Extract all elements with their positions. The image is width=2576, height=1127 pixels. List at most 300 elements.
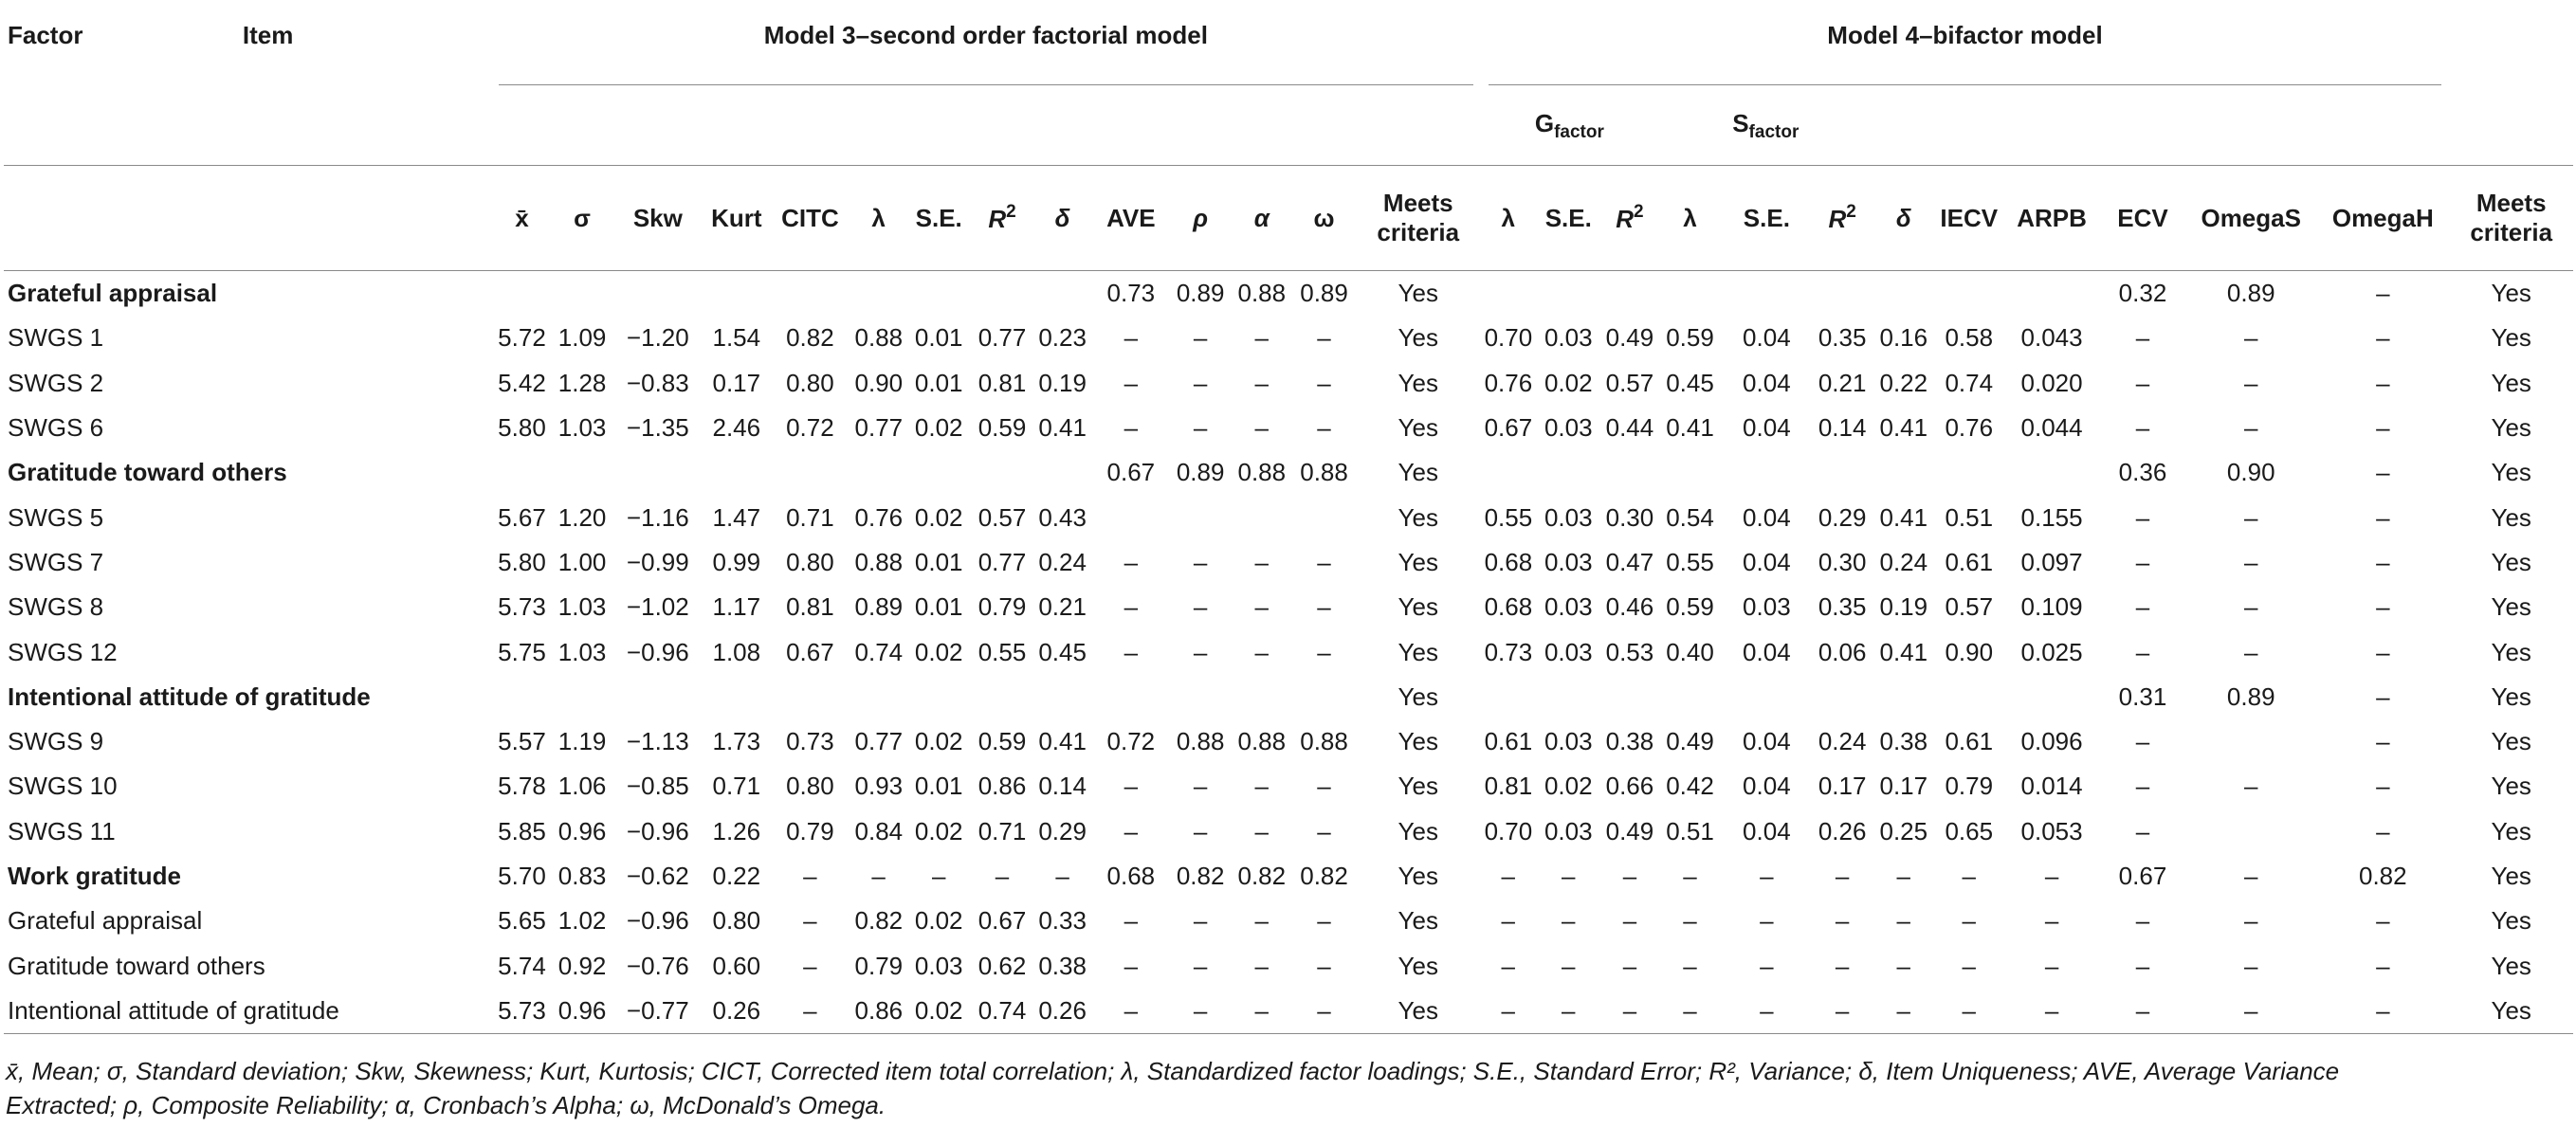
table-cell: 0.35	[1818, 592, 1867, 622]
table-cell: –	[1193, 413, 1208, 443]
col-omega: ω	[1313, 203, 1335, 232]
table-row	[4, 899, 2573, 943]
factor-row	[4, 450, 2573, 495]
header-row-columns	[4, 166, 2573, 271]
table-cell: 0.02	[1544, 772, 1593, 801]
table-cell: Yes	[2491, 816, 2531, 845]
table-cell: –	[1193, 816, 1208, 845]
table-cell: 0.76	[1484, 368, 1533, 397]
table-cell: 0.41	[1666, 413, 1714, 443]
table-cell: 0.30	[1818, 547, 1867, 576]
table-cell: 1.47	[712, 502, 761, 532]
table-cell: 0.25	[1879, 816, 1928, 845]
table-cell: 0.51	[1945, 502, 1994, 532]
table-cell: –	[2135, 413, 2150, 443]
table-cell: –	[1873, 989, 1934, 1034]
table-cell: –	[2135, 727, 2150, 756]
table-cell: 0.55	[1666, 547, 1714, 576]
table-cell	[553, 450, 612, 495]
table-cell: 0.42	[1666, 772, 1714, 801]
table-cell: 0.72	[786, 413, 834, 443]
table-cell: 0.21	[1038, 592, 1087, 622]
table-cell	[2185, 719, 2316, 764]
gfactor-sub: factor	[1554, 122, 1604, 142]
item-label: SWGS 8	[8, 592, 104, 622]
table-cell: –	[1896, 951, 1911, 980]
table-cell: –	[1317, 323, 1331, 353]
table-cell: 0.88	[854, 547, 904, 576]
col-s-lambda: λ	[1683, 203, 1697, 232]
table-cell: –	[1193, 547, 1208, 576]
table-cell: –	[1193, 951, 1208, 980]
col-mean: x̄	[515, 203, 529, 232]
table-cell: −0.77	[612, 989, 703, 1034]
table-cell: 5.85	[498, 816, 546, 845]
table-cell: 0.73	[1484, 637, 1533, 666]
sfactor-sub: factor	[1748, 122, 1800, 142]
footnote-line-2: Extracted; ρ, Composite Reliability; α, Cronbach’s Alpha; ω, McDonald’s Omega.	[6, 1091, 886, 1119]
table-cell: 1.19	[557, 727, 607, 756]
table-cell: –	[1124, 816, 1139, 845]
table-cell: 1.54	[712, 323, 761, 353]
table-cell: 0.82	[1300, 862, 1348, 890]
table-cell: 0.24	[1038, 547, 1087, 576]
table-cell: 0.79	[1945, 772, 1994, 801]
table-cell: 0.71	[712, 772, 761, 801]
item-label: SWGS 7	[8, 547, 104, 576]
sfactor-main: S	[1732, 109, 1749, 137]
table-cell: –	[1317, 772, 1331, 801]
table-cell: 0.77	[854, 413, 904, 443]
table-cell: 0.06	[1818, 637, 1867, 666]
table-row	[4, 316, 2573, 360]
factor-label: Intentional attitude of gratitude	[8, 682, 371, 711]
meets-m4-line1: Meets	[2476, 189, 2547, 217]
table-cell: –	[1562, 862, 1576, 890]
table-cell: 0.17	[1879, 772, 1928, 801]
table-cell	[2003, 271, 2099, 317]
table-cell	[1658, 675, 1722, 719]
table-cell: –	[803, 862, 817, 890]
table-cell: 0.26	[1818, 816, 1867, 845]
table-cell: 0.57	[1945, 592, 1994, 622]
table-cell: 0.66	[1605, 772, 1654, 801]
table-cell	[906, 271, 972, 317]
table-cell: 0.03	[1544, 592, 1593, 622]
meets-m3-line1: Meets	[1382, 189, 1453, 217]
table-cell: 0.043	[2020, 323, 2083, 353]
table-cell: 0.40	[1666, 637, 1714, 666]
table-cell: 0.04	[1743, 727, 1791, 756]
table-cell: 0.81	[977, 368, 1027, 397]
table-cell: –	[1622, 906, 1637, 936]
table-cell: 0.01	[914, 772, 963, 801]
table-cell: –	[931, 862, 946, 890]
table-cell: 0.17	[712, 368, 761, 397]
table-cell: –	[1835, 951, 1850, 980]
table-cell: 0.04	[1743, 323, 1791, 353]
table-cell: 0.88	[1237, 279, 1287, 308]
table-cell: 0.29	[1818, 502, 1867, 532]
table-cell	[491, 675, 553, 719]
table-cell: 0.70	[1484, 816, 1533, 845]
table-cell: Yes	[2491, 862, 2531, 890]
table-cell: 0.89	[2226, 682, 2275, 711]
table-cell: 0.73	[786, 727, 834, 756]
table-cell: 0.72	[1106, 727, 1156, 756]
table-cell: 5.74	[498, 951, 546, 980]
table-cell: –	[1812, 989, 1873, 1034]
table-cell	[2185, 809, 2316, 854]
table-cell	[1481, 450, 1536, 495]
table-cell: 0.71	[977, 816, 1027, 845]
table-cell: 0.86	[977, 772, 1027, 801]
meets-m4-line2: criteria	[2470, 218, 2553, 246]
table-cell: −1.16	[626, 502, 689, 532]
footnote-line-1: x̄, Mean; σ, Standard deviation; Skw, Skewness; Kurt, Kurtosis; CICT, Corrected item total correlation; λ, Standardized factor loadings; S.E., Standard Error; R², Variance; δ, Item Uniqueness; AVE, Average Variance	[6, 1057, 2340, 1085]
table-cell: 0.41	[1038, 413, 1087, 443]
table-cell	[1812, 271, 1873, 317]
table-cell: 1.17	[712, 592, 761, 622]
table-cell	[1536, 675, 1601, 719]
table-cell: –	[1317, 637, 1331, 666]
table-cell: –	[1193, 637, 1208, 666]
table-cell: 0.51	[1666, 816, 1714, 845]
table-cell: 5.67	[498, 502, 546, 532]
table-cell: 0.88	[1237, 727, 1287, 756]
table-cell	[851, 450, 906, 495]
table-cell	[491, 271, 553, 317]
table-cell: –	[2100, 989, 2186, 1034]
table-cell	[1231, 495, 1292, 539]
table-cell: 0.43	[1038, 502, 1087, 532]
table-cell: –	[1501, 862, 1515, 890]
factor-row	[4, 675, 2573, 719]
table-cell: 0.30	[1605, 502, 1654, 532]
table-cell: −0.85	[626, 772, 689, 801]
table-cell	[1601, 271, 1658, 317]
table-cell: –	[1722, 989, 1812, 1034]
table-cell: −0.96	[626, 906, 689, 936]
col-citc: CITC	[781, 203, 839, 232]
table-cell: –	[2044, 862, 2059, 890]
table-cell	[703, 271, 769, 317]
table-cell: Yes	[1398, 772, 1438, 801]
table-cell: –	[1193, 368, 1208, 397]
table-cell: –	[803, 906, 817, 936]
table-cell: Yes	[2491, 772, 2531, 801]
table-cell: –	[1934, 989, 2003, 1034]
table-cell: 0.84	[854, 816, 904, 845]
table-cell: –	[2135, 592, 2150, 622]
table-cell: 0.79	[786, 816, 834, 845]
table-cell: 0.49	[1605, 323, 1654, 353]
table-row	[4, 585, 2573, 629]
table-cell: 0.61	[1484, 727, 1533, 756]
table-cell: 0.80	[786, 772, 834, 801]
col-arpb: ARPB	[2017, 203, 2087, 232]
table-cell	[972, 271, 1033, 317]
table-cell: 0.86	[851, 989, 906, 1034]
table-row	[4, 989, 2573, 1034]
table-cell: −1.13	[626, 727, 689, 756]
table-cell: 0.88	[1300, 458, 1348, 487]
table-cell: 0.26	[1032, 989, 1092, 1034]
table-cell	[1812, 675, 1873, 719]
table-cell: –	[1481, 989, 1536, 1034]
col-s-r2-base: R	[1828, 205, 1847, 233]
table-cell: 0.49	[1605, 816, 1654, 845]
table-row	[4, 540, 2573, 585]
table-cell: –	[1254, 637, 1270, 666]
table-cell: 0.23	[1038, 323, 1087, 353]
table-cell: Yes	[2491, 279, 2531, 308]
col-ecv: ECV	[2117, 203, 2168, 232]
item-label: SWGS 10	[8, 772, 118, 801]
table-cell: –	[1317, 592, 1331, 622]
table-cell: Yes	[1398, 323, 1438, 353]
table-cell: –	[1193, 323, 1208, 353]
table-cell: 0.21	[1818, 368, 1867, 397]
table-cell: –	[2243, 592, 2258, 622]
table-cell: −1.35	[626, 413, 689, 443]
table-cell: 0.02	[1544, 368, 1593, 397]
table-cell: 0.45	[1038, 637, 1087, 666]
table-cell: 0.044	[2020, 413, 2083, 443]
table-cell	[1812, 450, 1873, 495]
table-cell: 0.41	[1879, 502, 1928, 532]
table-cell: –	[1683, 906, 1697, 936]
table-cell: 0.67	[786, 637, 834, 666]
table-cell: Yes	[1398, 816, 1438, 845]
table-cell: 0.67	[1484, 413, 1533, 443]
table-cell: 0.45	[1666, 368, 1714, 397]
col-lambda: λ	[871, 203, 886, 232]
table-cell: –	[2376, 413, 2390, 443]
item-label: SWGS 11	[8, 816, 116, 845]
table-cell: 0.61	[1945, 727, 1994, 756]
table-cell: 1.28	[557, 368, 607, 397]
table-cell: –	[1317, 368, 1331, 397]
table-cell: –	[1124, 547, 1139, 576]
table-cell	[1934, 450, 2003, 495]
table-cell	[1536, 450, 1601, 495]
table-cell: 0.109	[2020, 592, 2083, 622]
table-cell	[612, 271, 703, 317]
table-cell: –	[1683, 862, 1697, 890]
table-cell: 5.75	[498, 637, 546, 666]
table-cell: –	[1055, 862, 1069, 890]
table-cell: 0.02	[914, 502, 963, 532]
table-cell: –	[1254, 816, 1270, 845]
table-cell: –	[1193, 592, 1208, 622]
table-cell: 0.03	[1743, 592, 1791, 622]
table-cell: 0.35	[1818, 323, 1867, 353]
table-cell	[1934, 675, 2003, 719]
table-cell: 0.89	[1176, 458, 1225, 487]
table-cell: −1.02	[626, 592, 689, 622]
table-cell: –	[871, 862, 886, 890]
table-cell: −0.96	[626, 816, 689, 845]
table-cell: Yes	[2491, 458, 2531, 487]
table-cell	[1170, 495, 1232, 539]
table-cell: 0.57	[977, 502, 1027, 532]
table-cell: 0.03	[1544, 637, 1593, 666]
table-cell: 0.02	[914, 816, 963, 845]
table-cell: 0.04	[1743, 772, 1791, 801]
table-cell: 1.03	[557, 413, 607, 443]
table-cell: –	[2243, 502, 2258, 532]
table-cell: –	[2185, 989, 2316, 1034]
sfactor-header	[1658, 87, 1873, 166]
table-cell: −0.96	[626, 637, 689, 666]
table-cell: –	[2376, 727, 2390, 756]
table-cell: 0.46	[1605, 592, 1654, 622]
col-meets-m3	[1356, 166, 1481, 271]
table-cell: –	[1124, 592, 1139, 622]
table-cell: 5.42	[498, 368, 546, 397]
table-cell: 0.62	[977, 951, 1027, 980]
table-cell: 0.59	[977, 413, 1027, 443]
table-cell: 0.89	[2226, 279, 2275, 308]
table-cell	[1873, 271, 1934, 317]
table-cell	[553, 675, 612, 719]
table-cell	[1032, 271, 1092, 317]
table-cell: 0.31	[2118, 682, 2167, 711]
table-cell: 0.38	[1038, 951, 1087, 980]
table-cell: Yes	[2491, 727, 2531, 756]
table-cell: –	[2376, 458, 2390, 487]
table-cell: 0.03	[1544, 502, 1593, 532]
table-cell	[2003, 675, 2099, 719]
table-cell: 0.014	[2020, 772, 2083, 801]
table-cell: –	[2316, 989, 2449, 1034]
factor-row	[4, 271, 2573, 317]
table-cell: Yes	[2491, 951, 2531, 980]
table-cell: 0.55	[1484, 502, 1533, 532]
table-cell: 0.90	[854, 368, 904, 397]
item-label: SWGS 12	[8, 637, 118, 666]
table-cell: 0.44	[1605, 413, 1654, 443]
table-cell: 0.17	[1818, 772, 1867, 801]
table-cell: –	[2243, 906, 2258, 936]
table-cell	[1170, 675, 1232, 719]
table-cell: –	[2376, 682, 2390, 711]
table-cell: –	[1254, 906, 1270, 936]
table-row	[4, 406, 2573, 450]
table-cell	[1601, 675, 1658, 719]
table-cell: 0.155	[2020, 502, 2083, 532]
table-cell: –	[2376, 772, 2390, 801]
table-cell: −0.83	[626, 368, 689, 397]
table-cell: 1.73	[712, 727, 761, 756]
table-cell: –	[2135, 772, 2150, 801]
item-header: Item	[242, 21, 294, 49]
item-label: SWGS 1	[8, 323, 104, 353]
table-cell: 0.88	[1300, 727, 1348, 756]
table-cell: –	[1317, 951, 1331, 980]
table-cell: –	[1962, 862, 1976, 890]
table-cell: Yes	[1398, 727, 1438, 756]
table-cell: –	[2243, 772, 2258, 801]
table-cell: −0.99	[626, 547, 689, 576]
table-cell: 0.59	[1666, 592, 1714, 622]
table-cell: Yes	[1398, 502, 1438, 532]
table-cell: –	[1231, 989, 1292, 1034]
factor-row	[4, 854, 2573, 899]
table-cell: 0.59	[1666, 323, 1714, 353]
table-cell: 0.79	[977, 592, 1027, 622]
table-cell: 0.04	[1743, 413, 1791, 443]
table-cell: 0.90	[1945, 637, 1994, 666]
table-cell: –	[2135, 323, 2150, 353]
table-cell	[769, 450, 850, 495]
table-cell: –	[1254, 547, 1270, 576]
table-cell: 0.76	[854, 502, 904, 532]
table-cell: –	[1254, 413, 1270, 443]
col-m4-delta: δ	[1895, 203, 1911, 232]
col-sd: σ	[574, 203, 591, 232]
table-cell	[1873, 450, 1934, 495]
table-cell: 0.88	[1237, 458, 1287, 487]
table-cell: –	[2376, 368, 2390, 397]
table-cell	[1536, 271, 1601, 317]
table-cell	[1722, 675, 1812, 719]
table-cell: –	[1601, 989, 1658, 1034]
gfactor-header	[1481, 87, 1659, 166]
table-cell: Yes	[2491, 682, 2531, 711]
table-cell: –	[1254, 772, 1270, 801]
table-cell: 0.24	[1818, 727, 1867, 756]
table-row	[4, 361, 2573, 406]
table-cell	[1658, 271, 1722, 317]
table-cell: –	[2135, 816, 2150, 845]
table-cell	[769, 675, 850, 719]
table-cell: –	[2243, 637, 2258, 666]
table-row	[4, 764, 2573, 809]
table-cell	[1601, 450, 1658, 495]
table-cell: 0.38	[1879, 727, 1928, 756]
table-cell: 0.74	[972, 989, 1033, 1034]
table-cell: −0.76	[626, 951, 689, 980]
table-cell: –	[1124, 951, 1139, 980]
table-cell: 5.80	[498, 547, 546, 576]
col-se: S.E.	[915, 203, 962, 232]
table-cell	[491, 450, 553, 495]
table-cell: –	[1760, 906, 1774, 936]
table-cell: 0.04	[1743, 816, 1791, 845]
col-s-r2	[1812, 166, 1873, 271]
table-cell: –	[1896, 906, 1911, 936]
table-cell: 0.54	[1666, 502, 1714, 532]
table-cell	[906, 675, 972, 719]
col-g-r2	[1601, 166, 1658, 271]
table-cell: –	[1962, 906, 1976, 936]
table-cell: 0.99	[712, 547, 761, 576]
table-cell: Yes	[1398, 413, 1438, 443]
table-cell: –	[1760, 862, 1774, 890]
table-cell: Yes	[1398, 906, 1438, 936]
table-cell: Yes	[1398, 458, 1438, 487]
table-cell: –	[1254, 368, 1270, 397]
table-cell: 0.76	[1945, 413, 1994, 443]
table-cell: –	[995, 862, 1010, 890]
factor-label: Grateful appraisal	[8, 279, 218, 308]
results-table	[4, 8, 2573, 1034]
table-row	[4, 719, 2573, 764]
table-cell: –	[2044, 951, 2059, 980]
table-cell: 0.71	[786, 502, 834, 532]
